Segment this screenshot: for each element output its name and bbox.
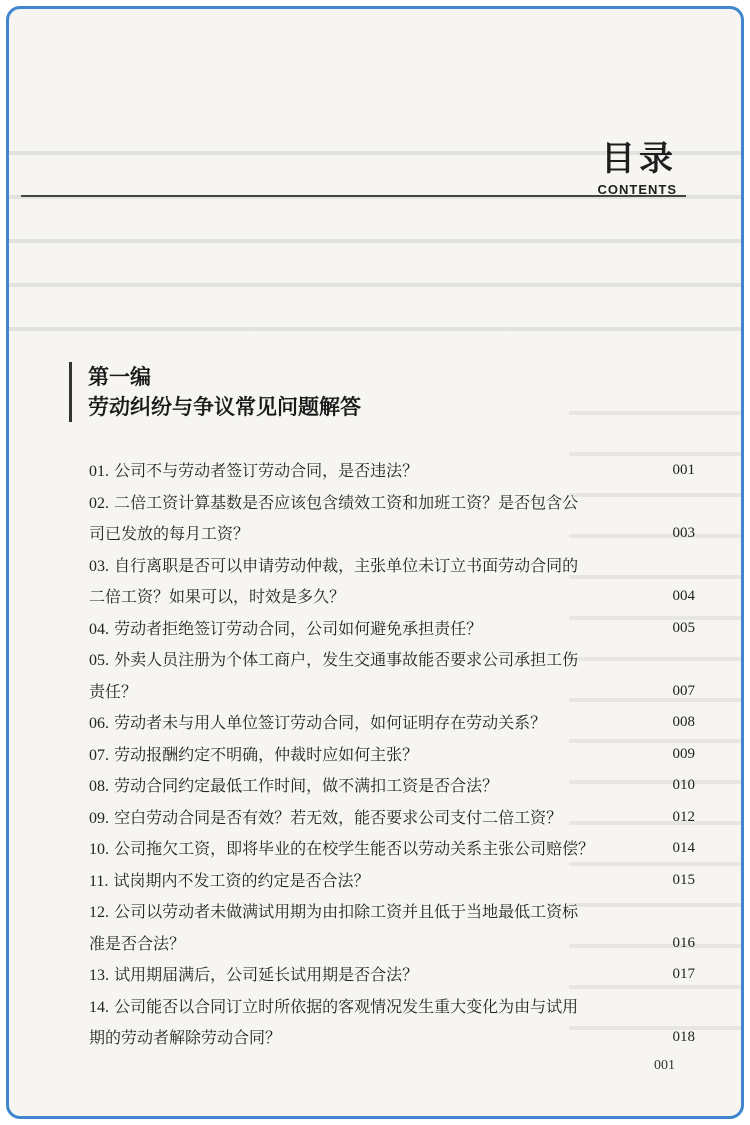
toc-entry[interactable]	[89, 550, 695, 613]
toc-entry-number: 09.	[89, 809, 109, 827]
toc-entry-line	[89, 833, 695, 865]
toc-entry-text: 公司能否以合同订立时所依据的客观情况发生重大变化为由与试用	[114, 996, 579, 1016]
toc-entry-number: 08.	[89, 778, 109, 795]
toc-entry-page: 001	[672, 462, 695, 478]
page-number: 001	[654, 1058, 675, 1073]
toc-entry-text: 司已发放的每月工资？	[89, 524, 250, 543]
toc-entry[interactable]	[89, 896, 695, 959]
toc-entry-line	[89, 928, 695, 960]
toc-entry[interactable]	[89, 833, 695, 865]
toc-entry-number: 13.	[89, 967, 109, 984]
section-number: 第一编	[88, 365, 151, 389]
toc-entry-text: 二倍工资？如果可以，时效是多久？	[89, 587, 346, 606]
toc-entry-line	[89, 676, 695, 708]
toc-entry-number: 01.	[89, 463, 109, 480]
toc-entry-page: 004	[672, 588, 695, 604]
toc-entry-page: 008	[672, 714, 695, 730]
toc-entry-page: 016	[672, 934, 695, 951]
toc-entry-number: 14.	[89, 998, 109, 1016]
toc-entry-text: 劳动者拒绝签订劳动合同，公司如何避免承担责任？	[114, 618, 483, 638]
toc-entry-text: 公司拖欠工资，即将毕业的在校学生能否以劳动关系主张公司赔偿？	[114, 839, 595, 858]
toc-entry-number: 07.	[89, 746, 109, 764]
toc-entry-page: 014	[672, 840, 695, 856]
toc-entry-text: 期的劳动者解除劳动合同？	[89, 1028, 282, 1047]
toc-entry-line	[89, 455, 695, 487]
toc-entry-text: 责任？	[89, 681, 138, 701]
toc-entry[interactable]	[89, 865, 695, 897]
toc-entry-page: 012	[672, 808, 695, 825]
toc-entry-text: 二倍工资计算基数是否应该包含绩效工资和加班工资？是否包含公	[114, 492, 579, 512]
toc-entry-page: 015	[672, 871, 695, 888]
toc-entry[interactable]	[89, 802, 695, 834]
toc-entry[interactable]	[89, 959, 695, 991]
page-frame	[6, 6, 744, 1119]
toc-entry-line	[89, 770, 695, 802]
toc-entry-line	[89, 865, 695, 897]
toc-entry-line	[89, 707, 695, 739]
toc-title: 目录	[601, 139, 677, 179]
toc-entry-page: 010	[672, 777, 695, 793]
section-header	[69, 362, 361, 422]
toc-entry-line	[89, 581, 695, 613]
toc-entry-line	[89, 550, 695, 582]
toc-entry-text: 外卖人员注册为个体工商户，发生交通事故能否要求公司承担工伤	[114, 650, 579, 669]
toc-entry-text: 公司不与劳动者签订劳动合同，是否违法？	[114, 461, 419, 480]
toc-entry-line	[89, 991, 695, 1023]
toc-entry[interactable]	[89, 707, 695, 739]
toc-entry-text: 自行离职是否可以申请劳动仲裁，主张单位未订立书面劳动合同的	[114, 555, 579, 575]
toc-entry-line	[89, 613, 695, 645]
toc-entry-number: 06.	[89, 715, 109, 732]
toc-entry[interactable]	[89, 739, 695, 771]
toc-entry-number: 04.	[89, 620, 109, 638]
toc-entry-number: 11.	[89, 872, 109, 890]
title-rule	[21, 195, 686, 197]
toc-entry-line	[89, 959, 695, 991]
toc-entry-line	[89, 802, 695, 834]
toc-entry-page: 003	[672, 525, 695, 541]
toc-entry[interactable]	[89, 455, 695, 487]
toc-entry-line	[89, 739, 695, 771]
toc-entry[interactable]	[89, 644, 695, 707]
toc-entry-line	[89, 487, 695, 519]
toc-list	[89, 455, 695, 1054]
toc-heading	[598, 131, 678, 197]
toc-entry-line	[89, 518, 695, 550]
toc-entry-line	[89, 644, 695, 676]
toc-entry-text: 劳动报酬约定不明确，仲裁时应如何主张？	[114, 744, 419, 764]
toc-entry-line	[89, 1022, 695, 1054]
toc-entry-page: 005	[672, 619, 695, 636]
toc-entry-number: 12.	[89, 904, 109, 921]
toc-entry[interactable]	[89, 991, 695, 1054]
toc-entry-text: 劳动者未与用人单位签订劳动合同，如何证明存在劳动关系？	[114, 713, 547, 732]
toc-entry-text: 公司以劳动者未做满试用期为由扣除工资并且低于当地最低工资标	[114, 902, 579, 921]
section-title: 劳动纠纷与争议常见问题解答	[88, 395, 361, 419]
toc-entry-number: 02.	[89, 494, 109, 512]
toc-entry-number: 05.	[89, 652, 109, 669]
toc-entry-number: 03.	[89, 557, 109, 575]
toc-entry-page: 007	[672, 682, 695, 699]
toc-entry-line	[89, 896, 695, 928]
toc-entry[interactable]	[89, 613, 695, 645]
toc-entry[interactable]	[89, 487, 695, 550]
toc-entry-text: 空白劳动合同是否有效？若无效，能否要求公司支付二倍工资？	[114, 807, 563, 827]
toc-subtitle: CONTENTS	[597, 182, 677, 197]
toc-entry-text: 准是否合法？	[89, 933, 186, 953]
toc-entry-page: 009	[672, 745, 695, 762]
toc-entry[interactable]	[89, 770, 695, 802]
toc-entry-number: 10.	[89, 841, 109, 858]
toc-entry-text: 劳动合同约定最低工作时间，做不满扣工资是否合法？	[114, 776, 499, 795]
toc-entry-text: 试用期届满后，公司延长试用期是否合法？	[114, 965, 419, 984]
toc-entry-page: 017	[672, 966, 695, 982]
toc-entry-text: 试岗期内不发工资的约定是否合法？	[113, 870, 370, 890]
toc-entry-page: 018	[672, 1029, 695, 1045]
